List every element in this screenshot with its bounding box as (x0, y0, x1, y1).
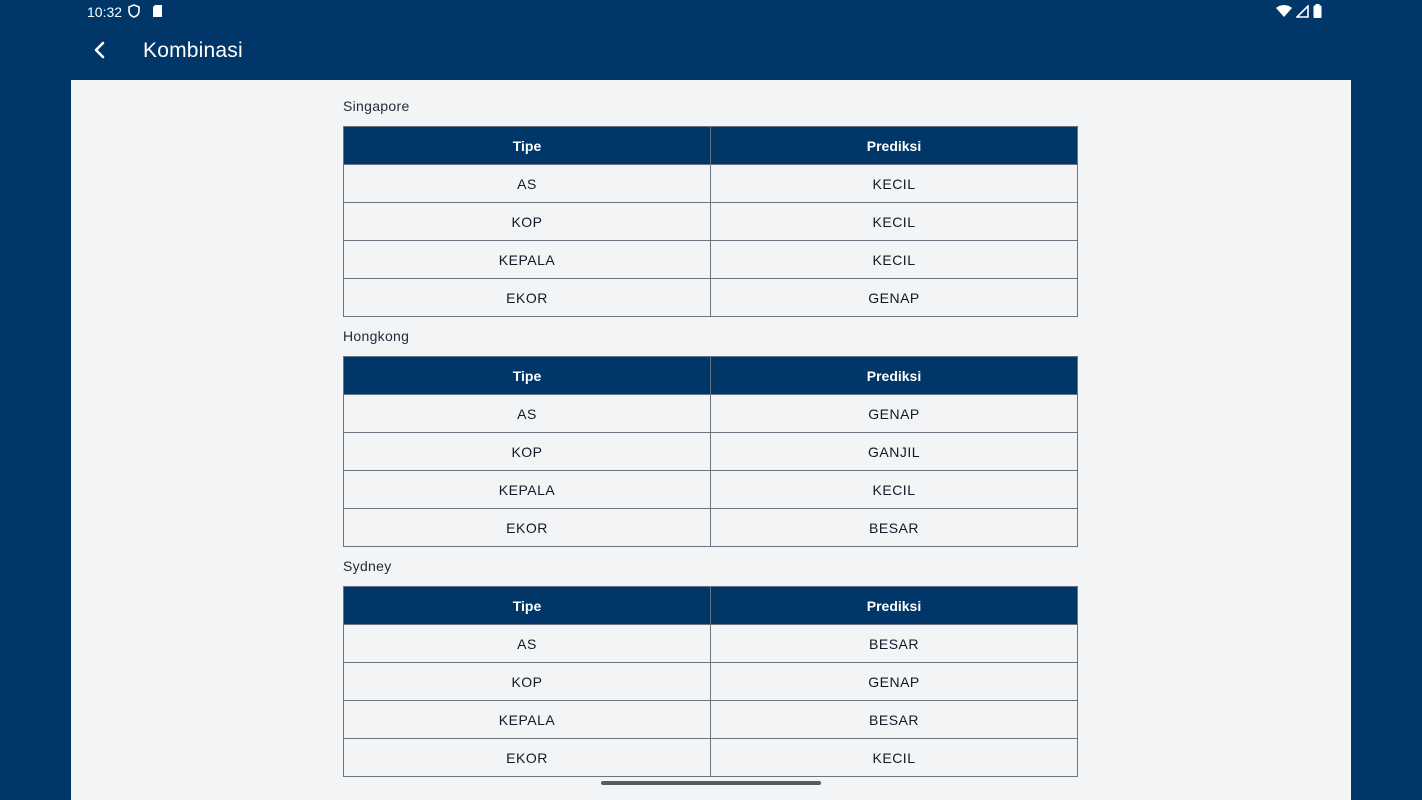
column-header-tipe: Tipe (344, 587, 711, 625)
cell-tipe: KEPALA (344, 471, 711, 509)
wifi-icon (1276, 5, 1292, 21)
table-row (344, 625, 1078, 663)
prediction-table (343, 356, 1078, 547)
cell-tipe: KOP (344, 433, 711, 471)
table-row (344, 739, 1078, 777)
home-indicator[interactable] (601, 781, 821, 785)
prediction-table (343, 126, 1078, 317)
cell-tipe: AS (344, 625, 711, 663)
table-row (344, 433, 1078, 471)
section-title: Sydney (343, 558, 392, 574)
cell-tipe: AS (344, 395, 711, 433)
table-header-row (344, 127, 1078, 165)
section-title: Singapore (343, 98, 410, 114)
table-row (344, 279, 1078, 317)
cell-prediksi: GENAP (711, 395, 1078, 433)
table-header-row (344, 587, 1078, 625)
back-button[interactable] (84, 36, 116, 68)
cell-prediksi: KECIL (711, 471, 1078, 509)
cell-prediksi: GANJIL (711, 433, 1078, 471)
cell-prediksi: BESAR (711, 701, 1078, 739)
table-header-row (344, 357, 1078, 395)
section-sydney (343, 556, 1078, 777)
status-bar (0, 0, 1422, 24)
table-row (344, 509, 1078, 547)
column-header-prediksi: Prediksi (711, 127, 1078, 165)
app-bar (0, 24, 1422, 80)
table-row (344, 395, 1078, 433)
cell-tipe: KEPALA (344, 241, 711, 279)
cell-tipe: KEPALA (344, 701, 711, 739)
section-title: Hongkong (343, 328, 410, 344)
cell-prediksi: GENAP (711, 663, 1078, 701)
page-title: Kombinasi (143, 39, 243, 62)
cell-prediksi: KECIL (711, 165, 1078, 203)
column-header-tipe: Tipe (344, 357, 711, 395)
table-row (344, 663, 1078, 701)
section-hongkong (343, 326, 1078, 547)
back-arrow-icon (93, 41, 107, 64)
cell-tipe: EKOR (344, 739, 711, 777)
table-row (344, 701, 1078, 739)
table-row (344, 241, 1078, 279)
status-icons (1276, 4, 1322, 21)
cell-prediksi: GENAP (711, 279, 1078, 317)
table-row (344, 471, 1078, 509)
table-row (344, 165, 1078, 203)
column-header-prediksi: Prediksi (711, 357, 1078, 395)
table-row (344, 203, 1078, 241)
column-header-tipe: Tipe (344, 127, 711, 165)
content-area[interactable] (71, 80, 1351, 800)
cell-prediksi: KECIL (711, 203, 1078, 241)
prediction-table (343, 586, 1078, 777)
cell-prediksi: KECIL (711, 241, 1078, 279)
column-header-prediksi: Prediksi (711, 587, 1078, 625)
cellular-signal-icon (1296, 5, 1309, 21)
cell-prediksi: KECIL (711, 739, 1078, 777)
status-time: 10:32 (87, 4, 123, 20)
cell-prediksi: BESAR (711, 625, 1078, 663)
section-singapore (343, 96, 1078, 317)
cell-tipe: EKOR (344, 279, 711, 317)
shield-icon (128, 4, 140, 21)
battery-icon (1313, 4, 1322, 21)
cell-tipe: EKOR (344, 509, 711, 547)
cell-prediksi: BESAR (711, 509, 1078, 547)
cell-tipe: AS (344, 165, 711, 203)
sd-card-icon (152, 4, 163, 21)
cell-tipe: KOP (344, 663, 711, 701)
cell-tipe: KOP (344, 203, 711, 241)
